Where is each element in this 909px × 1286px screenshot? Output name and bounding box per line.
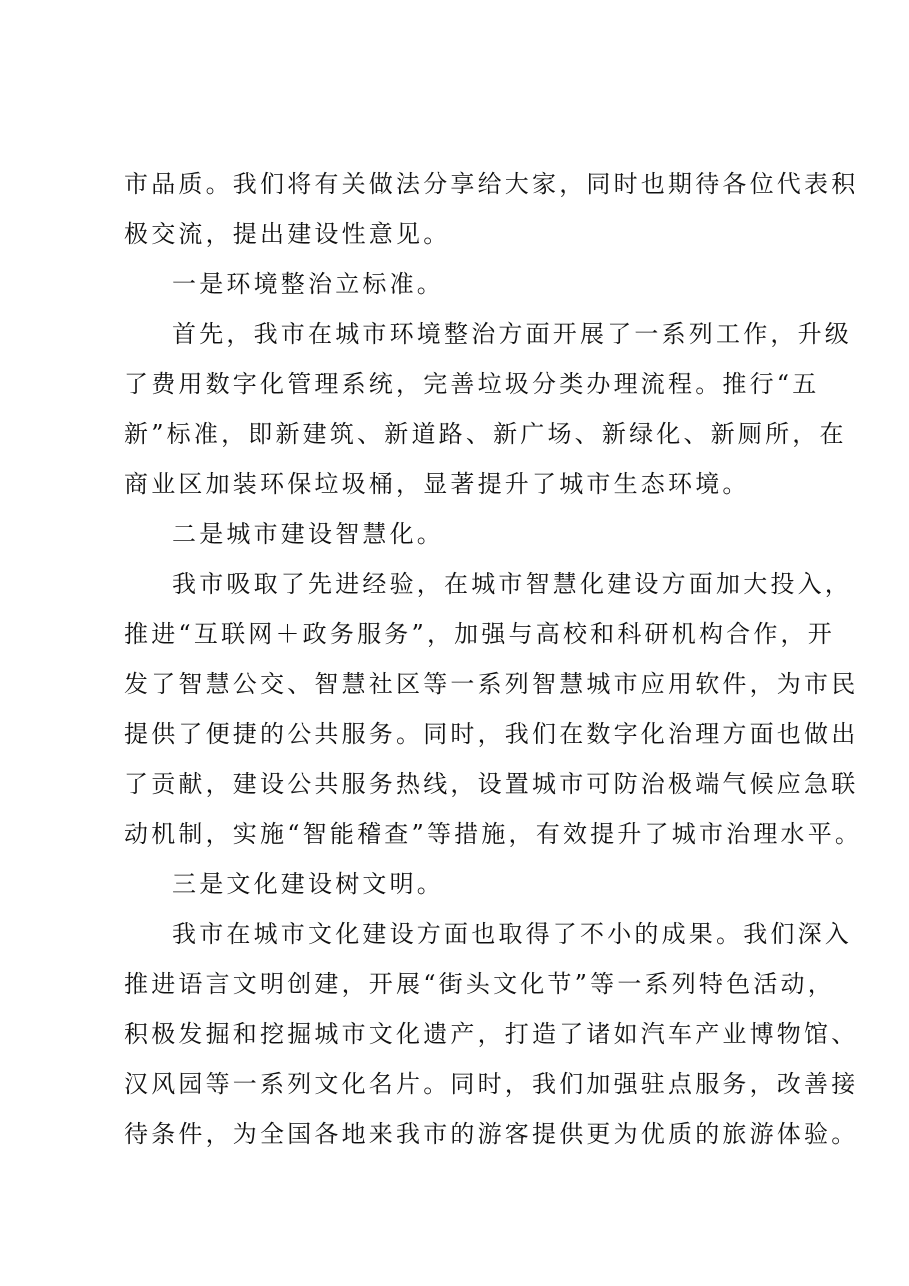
text-line-12: 提供了便捷的公共服务。同时，我们在数字化治理方面也做出	[124, 720, 859, 748]
text-line-7: 商业区加装环保垃圾桶，显著提升了城市生态环境。	[124, 470, 750, 498]
text-line-1: 市品质。我们将有关做法分享给大家，同时也期待各位代表积	[124, 170, 859, 198]
text-line-5: 了费用数字化管理系统，完善垃圾分类办理流程。推行“五	[124, 370, 820, 398]
text-line-2: 极交流，提出建设性意见。	[124, 220, 451, 248]
text-line-14: 动机制，实施“智能稽查”等措施，有效提升了城市治理水平。	[124, 820, 863, 848]
text-line-6: 新”标准，即新建筑、新道路、新广场、新绿化、新厕所，在	[124, 420, 847, 448]
section-heading-3: 三是文化建设树文明。	[172, 870, 444, 898]
text-line-18: 积极发掘和挖掘城市文化遗产，打造了诸如汽车产业博物馆、	[124, 1020, 859, 1048]
text-line-13: 了贡献，建设公共服务热线，设置城市可防治极端气候应急联	[124, 770, 859, 798]
text-line-9: 我市吸取了先进经验，在城市智慧化建设方面加大投入，	[172, 570, 852, 598]
text-line-17: 推进语言文明创建，开展“街头文化节”等一系列特色活动，	[124, 970, 835, 998]
text-line-16: 我市在城市文化建设方面也取得了不小的成果。我们深入	[172, 920, 852, 948]
text-line-4: 首先，我市在城市环境整治方面开展了一系列工作，升级	[172, 320, 852, 348]
text-line-19: 汉风园等一系列文化名片。同时，我们加强驻点服务，改善接	[124, 1070, 859, 1098]
section-heading-2: 二是城市建设智慧化。	[172, 520, 444, 548]
text-line-10: 推进“互联网＋政务服务”，加强与高校和科研机构合作，开	[124, 620, 835, 648]
text-line-11: 发了智慧公交、智慧社区等一系列智慧城市应用软件，为市民	[124, 670, 859, 698]
text-line-20: 待条件，为全国各地来我市的游客提供更为优质的旅游体验。	[124, 1120, 859, 1148]
section-heading-1: 一是环境整治立标准。	[172, 270, 444, 298]
